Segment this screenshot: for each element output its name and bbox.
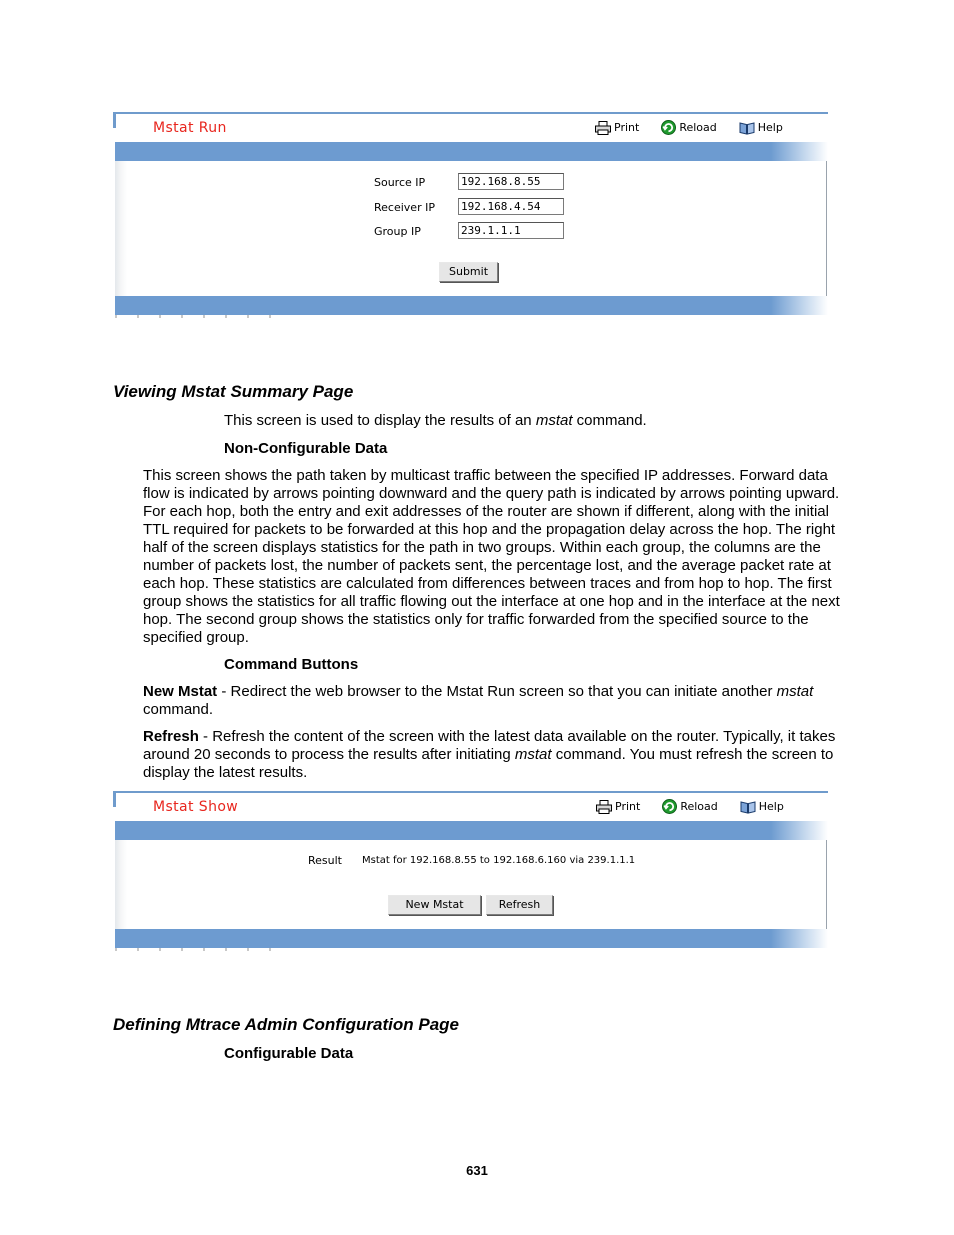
receiver-ip-label: Receiver IP <box>374 201 435 214</box>
help-label: Help <box>757 121 783 134</box>
help-book-icon <box>739 121 755 135</box>
toolbar <box>596 799 806 814</box>
new-mstat-text-pre: - Redirect the web browser to the Mstat Run screen so that you can initiate another <box>217 683 777 700</box>
group-ip-input[interactable]: 239.1.1.1 <box>458 222 564 239</box>
help-book-icon <box>740 800 756 814</box>
mstat-run-panel <box>113 112 828 318</box>
panel-content <box>115 840 827 929</box>
printer-icon <box>596 800 612 814</box>
source-ip-input[interactable]: 192.168.8.55 <box>458 173 564 190</box>
source-ip-label: Source IP <box>374 176 426 189</box>
result-value: Mstat for 192.168.8.55 to 192.168.6.160 via 239.1.1.1 <box>362 855 636 866</box>
new-mstat-description <box>143 683 856 719</box>
toolbar <box>595 120 805 135</box>
admin-config-heading: Defining Mtrace Admin Configuration Page <box>113 1015 459 1034</box>
panel-header <box>116 793 828 820</box>
new-mstat-text-post: command. <box>143 701 214 718</box>
summary-description: This screen shows the path taken by multicast traffic between the specified IP addresses. Forward data flow is indicated by arrows pointing downward and the query path is indicated by arrows pointing upward. For each hop, both the entry and exit addresses of the router are shown if different, along with the initial TTL required for packets to be forwarded at this hop and the propagation delay across the hop. The right half of the screen displays statistics for the path in two groups. Within each group, the columns are the number of packets lost, the number of packets sent, the percentage lost, and the average packet rate at each hop. These statistics are calculated from differences between traces and from hop to hop. The first group shows the statistics for all traffic flowing out the interface at one hop and in the interface at the next hop. The second group shows the statistics only for traffic forwarded from the specified source to the specified group. <box>143 467 840 646</box>
panel-top-band <box>115 821 828 840</box>
summary-heading: Viewing Mstat Summary Page <box>113 382 354 401</box>
reload-label: Reload <box>679 121 717 134</box>
reload-label: Reload <box>680 800 718 813</box>
print-label: Print <box>614 121 640 134</box>
configurable-data-heading: Configurable Data <box>224 1045 354 1062</box>
reload-icon <box>662 799 677 814</box>
refresh-button[interactable]: Refresh <box>486 895 553 915</box>
panel-bottom-edge <box>115 315 275 318</box>
help-button[interactable] <box>739 121 783 135</box>
reload-button[interactable] <box>661 120 716 135</box>
command-buttons-heading: Command Buttons <box>224 656 359 673</box>
refresh-term: Refresh <box>143 728 199 745</box>
panel-bottom-band <box>115 296 828 315</box>
print-button[interactable] <box>596 800 640 814</box>
panel-content <box>115 161 827 296</box>
page-number: 631 <box>466 1163 488 1178</box>
print-button[interactable] <box>595 121 639 135</box>
intro-text-post: command. <box>572 412 647 429</box>
panel-bottom-band <box>115 929 828 948</box>
reload-button[interactable] <box>662 799 717 814</box>
print-label: Print <box>615 800 641 813</box>
panel-title: Mstat Show <box>153 799 239 815</box>
help-button[interactable] <box>740 800 784 814</box>
receiver-ip-input[interactable]: 192.168.4.54 <box>458 198 564 215</box>
new-mstat-term: New Mstat <box>143 683 218 700</box>
new-mstat-button[interactable]: New Mstat <box>388 895 481 915</box>
intro-text-em: mstat <box>535 412 573 429</box>
printer-icon <box>595 121 611 135</box>
refresh-description <box>143 728 856 782</box>
refresh-text-pre: - Refresh the content of the screen with the latest data available on the router. Typically, it takes around 20 seconds to process the results after initiating <box>143 728 836 763</box>
non-configurable-heading: Non-Configurable Data <box>224 440 388 457</box>
reload-icon <box>661 120 676 135</box>
submit-button[interactable]: Submit <box>439 262 498 282</box>
refresh-text-post: command. You must refresh the screen to display the latest results. <box>143 746 834 781</box>
help-label: Help <box>758 800 784 813</box>
refresh-text-em: mstat <box>514 746 552 763</box>
group-ip-label: Group IP <box>374 225 421 238</box>
panel-title: Mstat Run <box>153 120 227 136</box>
new-mstat-text-em: mstat <box>776 683 814 700</box>
mstat-show-panel <box>113 791 828 951</box>
panel-header <box>116 114 828 141</box>
result-label: Result <box>308 854 342 867</box>
intro-text-pre: This screen is used to display the results of an <box>224 412 536 429</box>
panel-top-band <box>115 142 828 161</box>
panel-bottom-edge <box>115 948 275 951</box>
summary-intro <box>224 412 647 430</box>
